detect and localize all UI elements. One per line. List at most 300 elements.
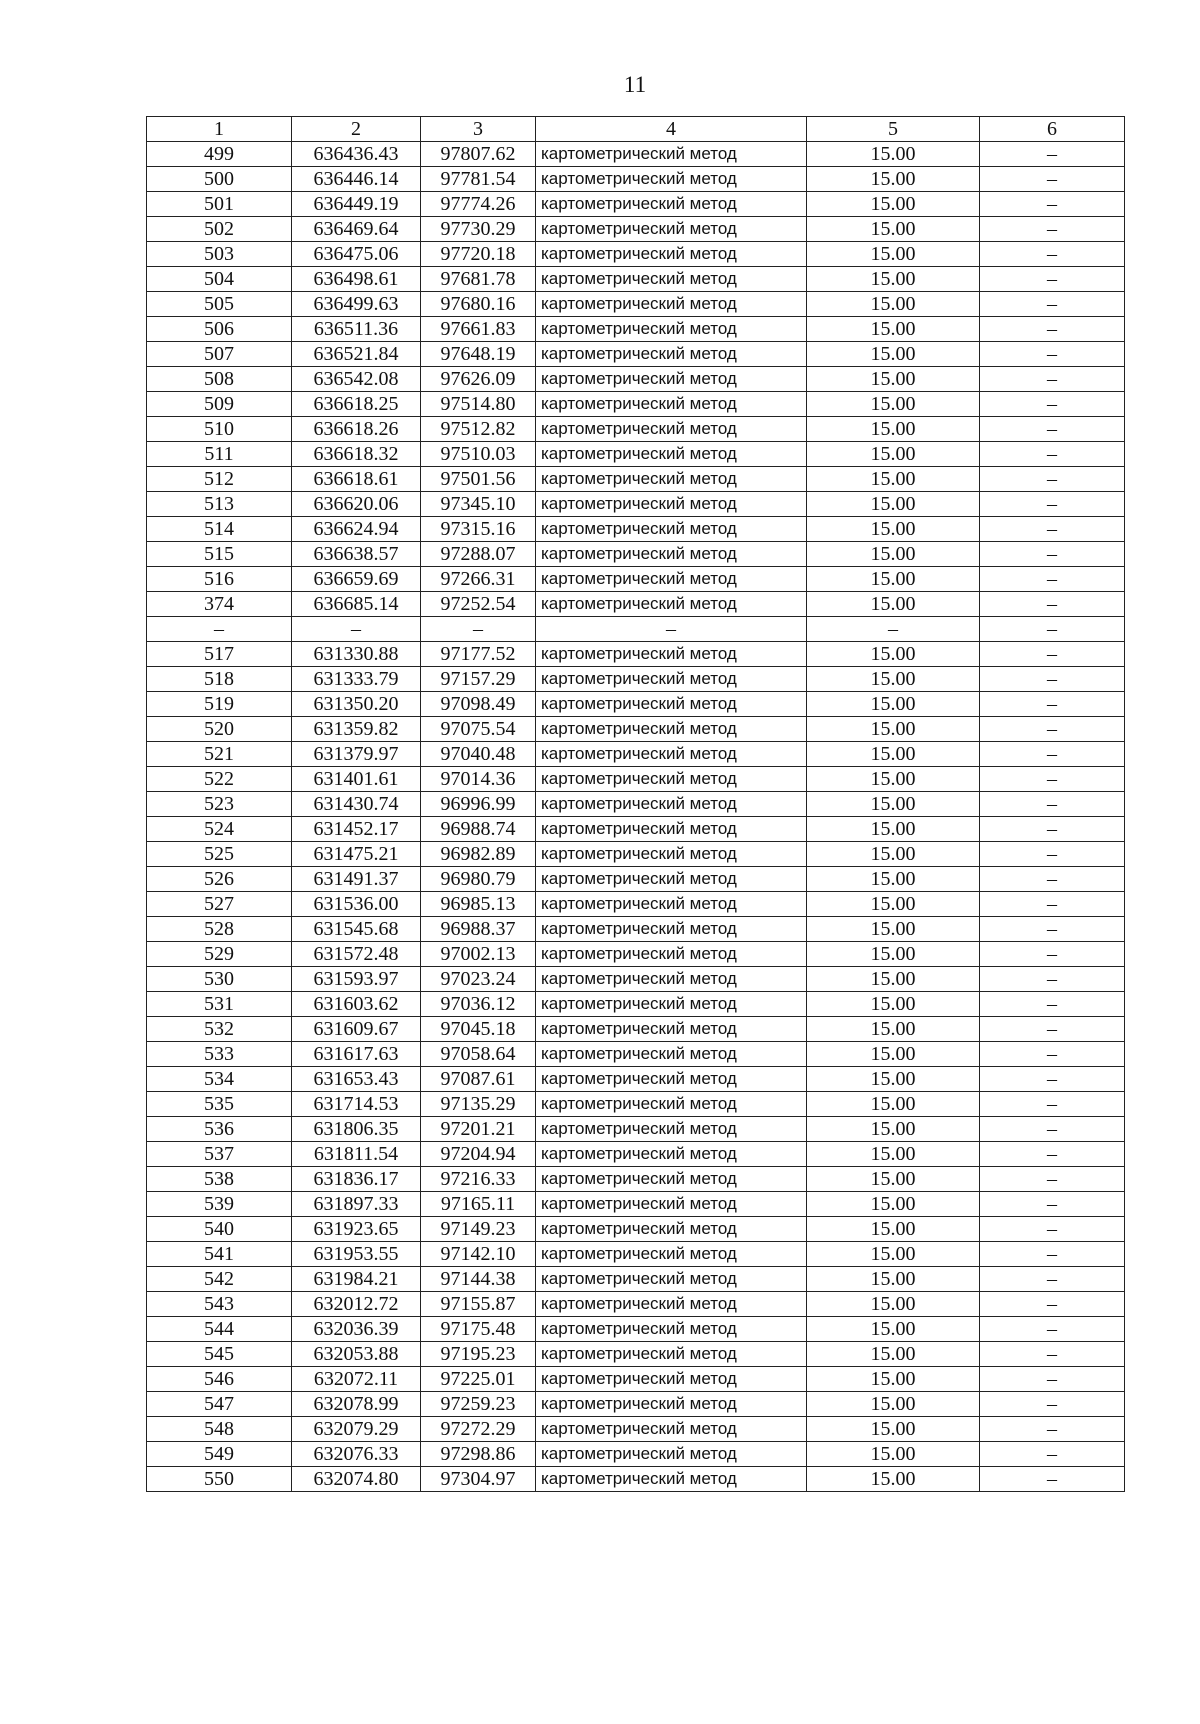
description-cell: – xyxy=(980,867,1125,892)
y-coordinate-cell: 96988.74 xyxy=(421,817,536,842)
point-number-cell: 542 xyxy=(147,1267,292,1292)
table-row xyxy=(147,1067,1125,1092)
accuracy-cell: 15.00 xyxy=(807,192,980,217)
accuracy-cell: 15.00 xyxy=(807,1317,980,1342)
method-cell: картометрический метод xyxy=(536,1217,807,1242)
table-row xyxy=(147,867,1125,892)
accuracy-cell: 15.00 xyxy=(807,1092,980,1117)
y-coordinate-cell: 97045.18 xyxy=(421,1017,536,1042)
x-coordinate-cell: 631953.55 xyxy=(292,1242,421,1267)
x-coordinate-cell: 636659.69 xyxy=(292,567,421,592)
x-coordinate-cell: 636618.26 xyxy=(292,417,421,442)
x-coordinate-cell: 636618.32 xyxy=(292,442,421,467)
x-coordinate-cell: 631617.63 xyxy=(292,1042,421,1067)
point-number-cell: 537 xyxy=(147,1142,292,1167)
accuracy-cell: 15.00 xyxy=(807,717,980,742)
table-row xyxy=(147,592,1125,617)
y-coordinate-cell: 97165.11 xyxy=(421,1192,536,1217)
x-coordinate-cell: 632053.88 xyxy=(292,1342,421,1367)
y-coordinate-cell: 96982.89 xyxy=(421,842,536,867)
point-number-cell: 504 xyxy=(147,267,292,292)
point-number-cell: 513 xyxy=(147,492,292,517)
description-cell: – xyxy=(980,392,1125,417)
y-coordinate-cell: 97730.29 xyxy=(421,217,536,242)
y-coordinate-cell: 97661.83 xyxy=(421,317,536,342)
table-row xyxy=(147,1142,1125,1167)
description-cell: – xyxy=(980,1367,1125,1392)
x-coordinate-cell: 631806.35 xyxy=(292,1117,421,1142)
description-cell: – xyxy=(980,517,1125,542)
description-cell: – xyxy=(980,992,1125,1017)
method-cell: картометрический метод xyxy=(536,792,807,817)
table-row xyxy=(147,1342,1125,1367)
method-cell: картометрический метод xyxy=(536,1292,807,1317)
accuracy-cell: 15.00 xyxy=(807,892,980,917)
accuracy-cell: 15.00 xyxy=(807,967,980,992)
method-cell: картометрический метод xyxy=(536,1092,807,1117)
x-coordinate-cell: 636624.94 xyxy=(292,517,421,542)
description-cell: – xyxy=(980,192,1125,217)
table-row xyxy=(147,1417,1125,1442)
method-cell: картометрический метод xyxy=(536,917,807,942)
x-coordinate-cell: 636499.63 xyxy=(292,292,421,317)
point-number-cell: 548 xyxy=(147,1417,292,1442)
description-cell: – xyxy=(980,1392,1125,1417)
description-cell: – xyxy=(980,967,1125,992)
x-coordinate-cell: 632072.11 xyxy=(292,1367,421,1392)
table-row xyxy=(147,1167,1125,1192)
method-cell: картометрический метод xyxy=(536,1467,807,1492)
accuracy-cell: 15.00 xyxy=(807,517,980,542)
x-coordinate-cell: 636542.08 xyxy=(292,367,421,392)
description-cell: – xyxy=(980,1017,1125,1042)
description-cell: – xyxy=(980,167,1125,192)
method-cell: картометрический метод xyxy=(536,167,807,192)
table-row xyxy=(147,1267,1125,1292)
table-row xyxy=(147,392,1125,417)
x-coordinate-cell: 636638.57 xyxy=(292,542,421,567)
description-cell: – xyxy=(980,542,1125,567)
point-number-cell: 518 xyxy=(147,667,292,692)
x-coordinate-cell: 631923.65 xyxy=(292,1217,421,1242)
description-cell: – xyxy=(980,342,1125,367)
y-coordinate-cell: – xyxy=(421,617,536,642)
y-coordinate-cell: 97774.26 xyxy=(421,192,536,217)
method-cell: картометрический метод xyxy=(536,292,807,317)
description-cell: – xyxy=(980,142,1125,167)
x-coordinate-cell: 636620.06 xyxy=(292,492,421,517)
x-coordinate-cell: 636521.84 xyxy=(292,342,421,367)
method-cell: картометрический метод xyxy=(536,1442,807,1467)
point-number-cell: 528 xyxy=(147,917,292,942)
y-coordinate-cell: 97204.94 xyxy=(421,1142,536,1167)
x-coordinate-cell: 631653.43 xyxy=(292,1067,421,1092)
x-coordinate-cell: 636449.19 xyxy=(292,192,421,217)
x-coordinate-cell: 631330.88 xyxy=(292,642,421,667)
table-row xyxy=(147,1467,1125,1492)
point-number-cell: 510 xyxy=(147,417,292,442)
method-cell: картометрический метод xyxy=(536,542,807,567)
accuracy-cell: 15.00 xyxy=(807,1367,980,1392)
y-coordinate-cell: 97058.64 xyxy=(421,1042,536,1067)
point-number-cell: 536 xyxy=(147,1117,292,1142)
x-coordinate-cell: 631984.21 xyxy=(292,1267,421,1292)
method-cell: картометрический метод xyxy=(536,717,807,742)
y-coordinate-cell: 97216.33 xyxy=(421,1167,536,1192)
accuracy-cell: 15.00 xyxy=(807,867,980,892)
table-row xyxy=(147,792,1125,817)
point-number-cell: 503 xyxy=(147,242,292,267)
method-cell: картометрический метод xyxy=(536,842,807,867)
table-row xyxy=(147,517,1125,542)
y-coordinate-cell: 97272.29 xyxy=(421,1417,536,1442)
point-number-cell: 526 xyxy=(147,867,292,892)
y-coordinate-cell: 97781.54 xyxy=(421,167,536,192)
point-number-cell: 549 xyxy=(147,1442,292,1467)
point-number-cell: 500 xyxy=(147,167,292,192)
description-cell: – xyxy=(980,267,1125,292)
table-row xyxy=(147,192,1125,217)
point-number-cell: 508 xyxy=(147,367,292,392)
y-coordinate-cell: 97345.10 xyxy=(421,492,536,517)
table-row xyxy=(147,267,1125,292)
y-coordinate-cell: 97680.16 xyxy=(421,292,536,317)
y-coordinate-cell: 97681.78 xyxy=(421,267,536,292)
table-row xyxy=(147,717,1125,742)
description-cell: – xyxy=(980,492,1125,517)
x-coordinate-cell: 632074.80 xyxy=(292,1467,421,1492)
point-number-cell: 511 xyxy=(147,442,292,467)
y-coordinate-cell: 97298.86 xyxy=(421,1442,536,1467)
table-row xyxy=(147,442,1125,467)
point-number-cell: 534 xyxy=(147,1067,292,1092)
y-coordinate-cell: 97040.48 xyxy=(421,742,536,767)
point-number-cell: 522 xyxy=(147,767,292,792)
x-coordinate-cell: 631603.62 xyxy=(292,992,421,1017)
accuracy-cell: 15.00 xyxy=(807,642,980,667)
accuracy-cell: 15.00 xyxy=(807,1292,980,1317)
accuracy-cell: 15.00 xyxy=(807,317,980,342)
x-coordinate-cell: – xyxy=(292,617,421,642)
point-number-cell: 550 xyxy=(147,1467,292,1492)
accuracy-cell: 15.00 xyxy=(807,167,980,192)
point-number-cell: 527 xyxy=(147,892,292,917)
accuracy-cell: 15.00 xyxy=(807,917,980,942)
header-cell: 1 xyxy=(147,117,292,142)
method-cell: картометрический метод xyxy=(536,967,807,992)
method-cell: картометрический метод xyxy=(536,1242,807,1267)
table-row xyxy=(147,1217,1125,1242)
table-body xyxy=(147,117,1125,1492)
table-row xyxy=(147,642,1125,667)
description-cell: – xyxy=(980,1192,1125,1217)
point-number-cell: 531 xyxy=(147,992,292,1017)
method-cell: картометрический метод xyxy=(536,692,807,717)
accuracy-cell: 15.00 xyxy=(807,267,980,292)
method-cell: картометрический метод xyxy=(536,1142,807,1167)
x-coordinate-cell: 631836.17 xyxy=(292,1167,421,1192)
accuracy-cell: 15.00 xyxy=(807,1142,980,1167)
method-cell: картометрический метод xyxy=(536,1167,807,1192)
table-row xyxy=(147,942,1125,967)
accuracy-cell: 15.00 xyxy=(807,1192,980,1217)
point-number-cell: 533 xyxy=(147,1042,292,1067)
table-row xyxy=(147,242,1125,267)
accuracy-cell: 15.00 xyxy=(807,792,980,817)
accuracy-cell: 15.00 xyxy=(807,1267,980,1292)
x-coordinate-cell: 631379.97 xyxy=(292,742,421,767)
table-row xyxy=(147,567,1125,592)
accuracy-cell: 15.00 xyxy=(807,1392,980,1417)
accuracy-cell: 15.00 xyxy=(807,942,980,967)
y-coordinate-cell: 97201.21 xyxy=(421,1117,536,1142)
table-row xyxy=(147,692,1125,717)
method-cell: картометрический метод xyxy=(536,1267,807,1292)
accuracy-cell: 15.00 xyxy=(807,292,980,317)
header-cell: 3 xyxy=(421,117,536,142)
point-number-cell: 521 xyxy=(147,742,292,767)
x-coordinate-cell: 636498.61 xyxy=(292,267,421,292)
y-coordinate-cell: 97075.54 xyxy=(421,717,536,742)
accuracy-cell: 15.00 xyxy=(807,1017,980,1042)
description-cell: – xyxy=(980,842,1125,867)
method-cell: картометрический метод xyxy=(536,592,807,617)
y-coordinate-cell: 97155.87 xyxy=(421,1292,536,1317)
point-number-cell: 523 xyxy=(147,792,292,817)
y-coordinate-cell: 97512.82 xyxy=(421,417,536,442)
description-cell: – xyxy=(980,1242,1125,1267)
description-cell: – xyxy=(980,567,1125,592)
point-number-cell: 509 xyxy=(147,392,292,417)
description-cell: – xyxy=(980,442,1125,467)
x-coordinate-cell: 631350.20 xyxy=(292,692,421,717)
method-cell: картометрический метод xyxy=(536,267,807,292)
point-number-cell: 505 xyxy=(147,292,292,317)
point-number-cell: 499 xyxy=(147,142,292,167)
method-cell: картометрический метод xyxy=(536,342,807,367)
y-coordinate-cell: 97149.23 xyxy=(421,1217,536,1242)
point-number-cell: 540 xyxy=(147,1217,292,1242)
method-cell: картометрический метод xyxy=(536,817,807,842)
point-number-cell: – xyxy=(147,617,292,642)
y-coordinate-cell: 97501.56 xyxy=(421,467,536,492)
page-number: 11 xyxy=(623,72,647,97)
accuracy-cell: – xyxy=(807,617,980,642)
accuracy-cell: 15.00 xyxy=(807,142,980,167)
description-cell: – xyxy=(980,1417,1125,1442)
method-cell: картометрический метод xyxy=(536,767,807,792)
accuracy-cell: 15.00 xyxy=(807,592,980,617)
method-cell: картометрический метод xyxy=(536,642,807,667)
y-coordinate-cell: 97304.97 xyxy=(421,1467,536,1492)
method-cell: картометрический метод xyxy=(536,567,807,592)
point-number-cell: 515 xyxy=(147,542,292,567)
description-cell: – xyxy=(980,692,1125,717)
accuracy-cell: 15.00 xyxy=(807,1042,980,1067)
method-cell: картометрический метод xyxy=(536,367,807,392)
x-coordinate-cell: 636436.43 xyxy=(292,142,421,167)
point-number-cell: 519 xyxy=(147,692,292,717)
accuracy-cell: 15.00 xyxy=(807,1442,980,1467)
accuracy-cell: 15.00 xyxy=(807,217,980,242)
x-coordinate-cell: 631572.48 xyxy=(292,942,421,967)
description-cell: – xyxy=(980,417,1125,442)
table-row xyxy=(147,742,1125,767)
y-coordinate-cell: 97510.03 xyxy=(421,442,536,467)
x-coordinate-cell: 632012.72 xyxy=(292,1292,421,1317)
y-coordinate-cell: 97098.49 xyxy=(421,692,536,717)
table-row xyxy=(147,917,1125,942)
x-coordinate-cell: 631811.54 xyxy=(292,1142,421,1167)
accuracy-cell: 15.00 xyxy=(807,767,980,792)
description-cell: – xyxy=(980,792,1125,817)
table-row xyxy=(147,492,1125,517)
header-cell: 5 xyxy=(807,117,980,142)
accuracy-cell: 15.00 xyxy=(807,817,980,842)
x-coordinate-cell: 631714.53 xyxy=(292,1092,421,1117)
y-coordinate-cell: 97177.52 xyxy=(421,642,536,667)
point-number-cell: 538 xyxy=(147,1167,292,1192)
accuracy-cell: 15.00 xyxy=(807,1417,980,1442)
table-row xyxy=(147,367,1125,392)
table-row xyxy=(147,1192,1125,1217)
accuracy-cell: 15.00 xyxy=(807,1217,980,1242)
coordinates-table xyxy=(146,116,1125,1492)
table-row xyxy=(147,417,1125,442)
y-coordinate-cell: 97514.80 xyxy=(421,392,536,417)
point-number-cell: 546 xyxy=(147,1367,292,1392)
method-cell: картометрический метод xyxy=(536,992,807,1017)
y-coordinate-cell: 96985.13 xyxy=(421,892,536,917)
table-row xyxy=(147,817,1125,842)
accuracy-cell: 15.00 xyxy=(807,1342,980,1367)
y-coordinate-cell: 97288.07 xyxy=(421,542,536,567)
y-coordinate-cell: 97807.62 xyxy=(421,142,536,167)
header-cell: 2 xyxy=(292,117,421,142)
accuracy-cell: 15.00 xyxy=(807,1117,980,1142)
table-row xyxy=(147,1092,1125,1117)
method-cell: картометрический метод xyxy=(536,317,807,342)
description-cell: – xyxy=(980,217,1125,242)
accuracy-cell: 15.00 xyxy=(807,492,980,517)
description-cell: – xyxy=(980,1292,1125,1317)
accuracy-cell: 15.00 xyxy=(807,467,980,492)
method-cell: картометрический метод xyxy=(536,217,807,242)
table-row xyxy=(147,842,1125,867)
accuracy-cell: 15.00 xyxy=(807,692,980,717)
description-cell: – xyxy=(980,1317,1125,1342)
table-row xyxy=(147,542,1125,567)
x-coordinate-cell: 636685.14 xyxy=(292,592,421,617)
x-coordinate-cell: 631452.17 xyxy=(292,817,421,842)
table-row xyxy=(147,167,1125,192)
table-row xyxy=(147,1367,1125,1392)
x-coordinate-cell: 632036.39 xyxy=(292,1317,421,1342)
y-coordinate-cell: 97157.29 xyxy=(421,667,536,692)
accuracy-cell: 15.00 xyxy=(807,1067,980,1092)
description-cell: – xyxy=(980,892,1125,917)
description-cell: – xyxy=(980,1442,1125,1467)
description-cell: – xyxy=(980,1267,1125,1292)
table-row xyxy=(147,1017,1125,1042)
accuracy-cell: 15.00 xyxy=(807,567,980,592)
table-row xyxy=(147,1042,1125,1067)
method-cell: картометрический метод xyxy=(536,1317,807,1342)
accuracy-cell: 15.00 xyxy=(807,667,980,692)
description-cell: – xyxy=(980,617,1125,642)
method-cell: – xyxy=(536,617,807,642)
point-number-cell: 507 xyxy=(147,342,292,367)
point-number-cell: 520 xyxy=(147,717,292,742)
x-coordinate-cell: 636475.06 xyxy=(292,242,421,267)
x-coordinate-cell: 631609.67 xyxy=(292,1017,421,1042)
description-cell: – xyxy=(980,292,1125,317)
table-row xyxy=(147,217,1125,242)
method-cell: картометрический метод xyxy=(536,1367,807,1392)
y-coordinate-cell: 97225.01 xyxy=(421,1367,536,1392)
point-number-cell: 374 xyxy=(147,592,292,617)
method-cell: картометрический метод xyxy=(536,442,807,467)
accuracy-cell: 15.00 xyxy=(807,342,980,367)
accuracy-cell: 15.00 xyxy=(807,392,980,417)
method-cell: картометрический метод xyxy=(536,1117,807,1142)
table-row xyxy=(147,142,1125,167)
x-coordinate-cell: 632076.33 xyxy=(292,1442,421,1467)
description-cell: – xyxy=(980,367,1125,392)
point-number-cell: 517 xyxy=(147,642,292,667)
point-number-cell: 543 xyxy=(147,1292,292,1317)
method-cell: картометрический метод xyxy=(536,1342,807,1367)
accuracy-cell: 15.00 xyxy=(807,1167,980,1192)
table-row xyxy=(147,1242,1125,1267)
description-cell: – xyxy=(980,717,1125,742)
header-cell: 6 xyxy=(980,117,1125,142)
x-coordinate-cell: 631593.97 xyxy=(292,967,421,992)
method-cell: картометрический метод xyxy=(536,742,807,767)
y-coordinate-cell: 97142.10 xyxy=(421,1242,536,1267)
method-cell: картометрический метод xyxy=(536,517,807,542)
accuracy-cell: 15.00 xyxy=(807,1242,980,1267)
table-header-row xyxy=(147,117,1125,142)
description-cell: – xyxy=(980,1142,1125,1167)
table-row xyxy=(147,1317,1125,1342)
point-number-cell: 525 xyxy=(147,842,292,867)
table-row xyxy=(147,317,1125,342)
accuracy-cell: 15.00 xyxy=(807,742,980,767)
y-coordinate-cell: 97720.18 xyxy=(421,242,536,267)
method-cell: картометрический метод xyxy=(536,1392,807,1417)
accuracy-cell: 15.00 xyxy=(807,242,980,267)
x-coordinate-cell: 631491.37 xyxy=(292,867,421,892)
description-cell: – xyxy=(980,642,1125,667)
method-cell: картометрический метод xyxy=(536,1017,807,1042)
description-cell: – xyxy=(980,242,1125,267)
description-cell: – xyxy=(980,1117,1125,1142)
point-number-cell: 502 xyxy=(147,217,292,242)
y-coordinate-cell: 97626.09 xyxy=(421,367,536,392)
description-cell: – xyxy=(980,667,1125,692)
y-coordinate-cell: 97014.36 xyxy=(421,767,536,792)
description-cell: – xyxy=(980,917,1125,942)
description-cell: – xyxy=(980,1067,1125,1092)
x-coordinate-cell: 631475.21 xyxy=(292,842,421,867)
method-cell: картометрический метод xyxy=(536,417,807,442)
table-row xyxy=(147,892,1125,917)
point-number-cell: 530 xyxy=(147,967,292,992)
table-row xyxy=(147,292,1125,317)
x-coordinate-cell: 631897.33 xyxy=(292,1192,421,1217)
table-row xyxy=(147,467,1125,492)
